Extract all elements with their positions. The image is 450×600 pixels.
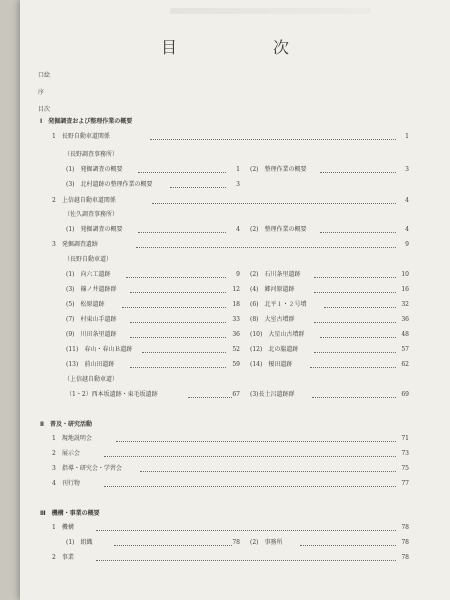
page-number: 48 (401, 331, 409, 338)
toc-entry: (7) 村東山手遺跡 (66, 316, 117, 323)
group-label: （長野調査事務所） (64, 151, 119, 158)
dot-leader (136, 247, 396, 248)
dot-leader (142, 352, 226, 353)
dot-leader (140, 471, 396, 472)
toc-entry: 2 事業 (52, 554, 74, 561)
page-number: 4 (405, 197, 409, 204)
section-heading-1: Ⅰ 発掘調査および整理作業の概要 (40, 118, 133, 125)
dot-leader (96, 530, 396, 531)
section-heading-3: Ⅲ 機構・事業の概要 (40, 510, 100, 517)
page-number: 4 (236, 226, 240, 233)
group-label: （長野自動車道） (64, 256, 113, 263)
group-label: （佐久調査事務所） (64, 211, 119, 218)
page-number: 36 (232, 331, 240, 338)
dot-leader (320, 337, 396, 338)
toc-entry: 2 上信越自動車道関係 (52, 197, 116, 204)
front-item-preface: 序 (38, 89, 45, 96)
page-number: 62 (401, 361, 409, 368)
page-number: 36 (401, 316, 409, 323)
toc-entry: (2) 整理作業の概要 (250, 166, 307, 173)
page-number: 59 (232, 361, 240, 368)
page-number: 73 (401, 450, 409, 457)
dot-leader (312, 397, 396, 398)
dot-leader (324, 307, 396, 308)
page-number: 10 (401, 271, 409, 278)
toc-entry: (3) 北村遺跡の整理作業の概要 (66, 181, 153, 188)
toc-entry: (9) 川田条里遺跡 (66, 331, 117, 338)
dot-leader (314, 322, 396, 323)
page-number: 75 (401, 465, 409, 472)
dot-leader (320, 172, 396, 173)
dot-leader (104, 486, 396, 487)
dot-leader (104, 456, 396, 457)
toc-entry: (2) 石川条里遺跡 (250, 271, 301, 278)
dot-leader (96, 560, 396, 561)
toc-entry: (1) 向六工遺跡 (66, 271, 111, 278)
page-number: 18 (232, 301, 240, 308)
page-number: 71 (401, 435, 409, 442)
toc-entry: (1) 発掘調査の概要 (66, 226, 123, 233)
page-number: 78 (232, 539, 240, 546)
toc-entry: (13) 前山田遺跡 (66, 361, 115, 368)
dot-leader (314, 292, 396, 293)
toc-entry: 1 機構 (52, 524, 74, 531)
toc-entry: 4 刊行物 (52, 480, 80, 487)
dot-leader (130, 322, 226, 323)
dot-leader (130, 292, 226, 293)
toc-entry: (11) 春山・春山Ｂ遺跡 (66, 346, 133, 353)
dot-leader (122, 307, 226, 308)
toc-entry: (12) 北の脇遺跡 (250, 346, 299, 353)
page-number: 4 (405, 226, 409, 233)
dot-leader (130, 337, 226, 338)
toc-entry: (6) 北平１・２号墳 (250, 301, 307, 308)
toc-entry: (1) 発掘調査の概要 (66, 166, 123, 173)
dot-leader (152, 203, 396, 204)
toc-entry: (8) 大室古墳群 (250, 316, 295, 323)
toc-entry: (1) 組織 (66, 539, 93, 546)
page-number: 9 (405, 241, 409, 248)
toc-entry: (2) 整理作業の概要 (250, 226, 307, 233)
toc-entry: 1 現地説明会 (52, 435, 92, 442)
toc-entry: （1・2）西本坂遺跡・東毛坂遺跡 (66, 391, 158, 398)
page-number: 3 (236, 181, 240, 188)
page-number: 69 (401, 391, 409, 398)
front-item-frontispiece: 口絵 (38, 72, 51, 79)
front-item-contents: 目次 (38, 106, 51, 113)
page-number: 12 (232, 286, 240, 293)
toc-entry: 3 発掘調査遺跡 (52, 241, 98, 248)
dot-leader (138, 232, 226, 233)
dot-leader (126, 277, 226, 278)
page-number: 67 (232, 391, 240, 398)
toc-entry: 2 展示会 (52, 450, 80, 457)
dot-leader (300, 545, 396, 546)
toc-entry: (3)長土呂遺跡群 (250, 391, 295, 398)
dot-leader (150, 139, 396, 140)
page-number: 3 (405, 166, 409, 173)
page-number: 57 (401, 346, 409, 353)
page-number: 77 (401, 480, 409, 487)
dot-leader (114, 545, 232, 546)
page-number: 1 (236, 166, 240, 173)
toc-entry: (3) 篠ノ井遺跡群 (66, 286, 117, 293)
dot-leader (116, 441, 396, 442)
page-title: 目 次 (160, 38, 329, 57)
bleed-through-text (170, 8, 370, 14)
page-number: 52 (232, 346, 240, 353)
page-number: 33 (232, 316, 240, 323)
page-number: 9 (236, 271, 240, 278)
toc-entry: (4) 郷河原遺跡 (250, 286, 295, 293)
dot-leader (310, 367, 396, 368)
dot-leader (320, 232, 396, 233)
toc-entry: (5) 松原遺跡 (66, 301, 105, 308)
page-number: 1 (405, 133, 409, 140)
dot-leader (130, 367, 226, 368)
page-number: 78 (401, 539, 409, 546)
page-number: 16 (401, 286, 409, 293)
toc-entry: (14) 榎田遺跡 (250, 361, 293, 368)
toc-entry: 1 長野自動車道関係 (52, 133, 110, 140)
section-heading-2: Ⅱ 普及・研究活動 (40, 421, 92, 428)
dot-leader (314, 277, 396, 278)
toc-entry: (2) 事務所 (250, 539, 283, 546)
page-number: 78 (401, 524, 409, 531)
toc-entry: (10) 大星山古墳群 (250, 331, 305, 338)
dot-leader (314, 352, 396, 353)
page-number: 32 (401, 301, 409, 308)
toc-entry: 3 指導・研究会・学習会 (52, 465, 122, 472)
page-number: 78 (401, 554, 409, 561)
group-label: （上信越自動車道） (64, 376, 119, 383)
dot-leader (170, 187, 226, 188)
dot-leader (138, 172, 226, 173)
